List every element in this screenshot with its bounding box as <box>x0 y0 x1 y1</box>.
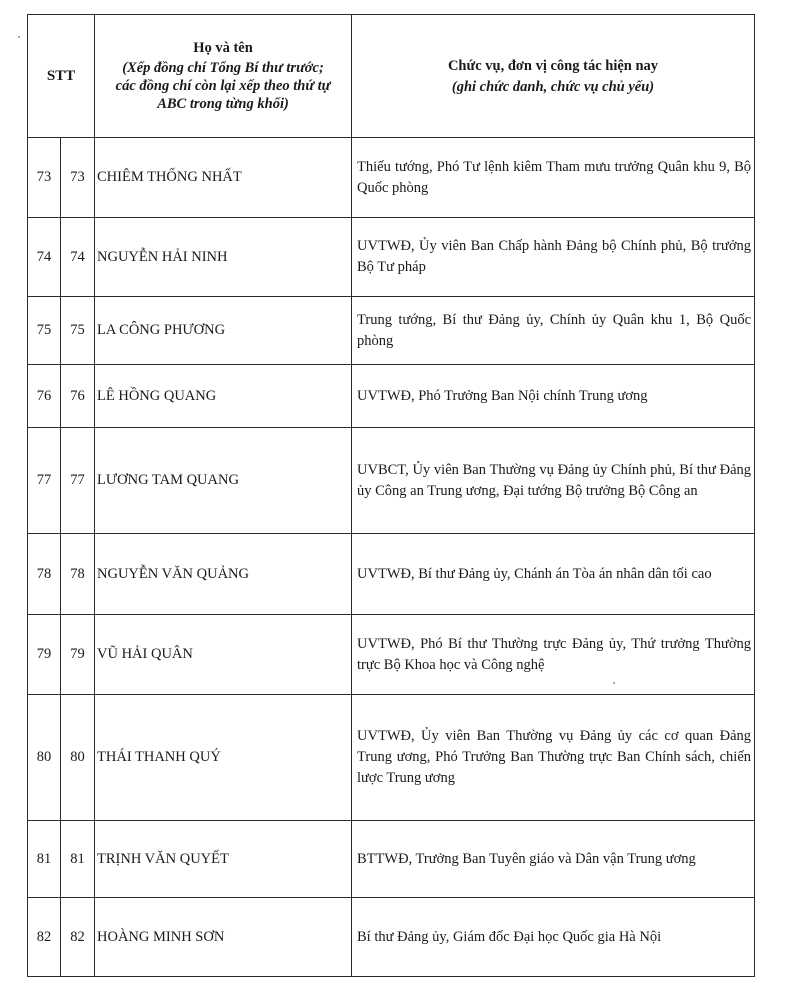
stt-cell: 74 <box>28 218 61 297</box>
table-row <box>28 218 755 297</box>
name-header-note-3: ABC trong từng khối) <box>157 96 289 112</box>
name-header-title: Họ và tên <box>193 40 253 56</box>
position-cell: Trung tướng, Bí thư Đảng ủy, Chính ủy Quân khu 1, Bộ Quốc phòng <box>352 297 755 365</box>
name-cell: CHIÊM THỐNG NHẤT <box>95 138 352 218</box>
stt-cell: 74 <box>61 218 95 297</box>
table-row <box>28 138 755 218</box>
stt-cell: 82 <box>28 898 61 977</box>
stt-cell: 73 <box>28 138 61 218</box>
table-row <box>28 297 755 365</box>
position-cell: UVTWĐ, Ủy viên Ban Chấp hành Đảng bộ Chính phủ, Bộ trưởng Bộ Tư pháp <box>352 218 755 297</box>
table-row <box>28 695 755 821</box>
name-header <box>95 15 352 138</box>
position-cell: BTTWĐ, Trưởng Ban Tuyên giáo và Dân vận Trung ương <box>352 821 755 898</box>
table-row <box>28 821 755 898</box>
table-row <box>28 615 755 695</box>
stt-cell: 77 <box>61 428 95 534</box>
stt-cell: 75 <box>61 297 95 365</box>
table-row <box>28 898 755 977</box>
position-header-title: Chức vụ, đơn vị công tác hiện nay <box>447 57 659 74</box>
name-header-note-1: (Xếp đồng chí Tổng Bí thư trước; <box>122 60 324 76</box>
name-cell: THÁI THANH QUÝ <box>95 695 352 821</box>
stt-cell: 81 <box>61 821 95 898</box>
position-cell: Bí thư Đảng ủy, Giám đốc Đại học Quốc gia Hà Nội <box>352 898 755 977</box>
position-cell: UVTWĐ, Ủy viên Ban Thường vụ Đảng ủy các cơ quan Đảng Trung ương, Phó Trưởng Ban Thường trực Ban Chính sách, chiến lược Trung ương <box>352 695 755 821</box>
stt-header: STT <box>28 15 95 138</box>
position-cell: UVTWĐ, Bí thư Đảng ủy, Chánh án Tòa án nhân dân tối cao <box>352 534 755 615</box>
name-cell: LƯƠNG TAM QUANG <box>95 428 352 534</box>
stt-cell: 79 <box>28 615 61 695</box>
name-cell: NGUYỄN HẢI NINH <box>95 218 352 297</box>
name-cell: LA CÔNG PHƯƠNG <box>95 297 352 365</box>
name-header-note-2: các đồng chí còn lại xếp theo thứ tự <box>115 78 331 94</box>
stt-cell: 78 <box>61 534 95 615</box>
scan-speck <box>18 36 20 38</box>
stt-cell: 78 <box>28 534 61 615</box>
stt-cell: 82 <box>61 898 95 977</box>
position-cell: Thiếu tướng, Phó Tư lệnh kiêm Tham mưu trưởng Quân khu 9, Bộ Quốc phòng <box>352 138 755 218</box>
stt-cell: 80 <box>61 695 95 821</box>
stt-cell: 77 <box>28 428 61 534</box>
stt-cell: 75 <box>28 297 61 365</box>
stt-cell: 76 <box>28 365 61 428</box>
name-cell: VŨ HẢI QUÂN <box>95 615 352 695</box>
stt-cell: 76 <box>61 365 95 428</box>
position-cell: UVTWĐ, Phó Bí thư Thường trực Đảng ủy, Thứ trưởng Thường trực Bộ Khoa học và Công nghệ <box>352 615 755 695</box>
stt-cell: 79 <box>61 615 95 695</box>
position-header-note: (ghi chức danh, chức vụ chủ yếu) <box>451 78 655 95</box>
personnel-table <box>27 14 755 977</box>
stt-cell: 80 <box>28 695 61 821</box>
position-cell: UVBCT, Ủy viên Ban Thường vụ Đảng ủy Chính phủ, Bí thư Đảng ủy Công an Trung ương, Đại tướng Bộ trưởng Bộ Công an <box>352 428 755 534</box>
name-cell: NGUYỄN VĂN QUẢNG <box>95 534 352 615</box>
name-cell: HOÀNG MINH SƠN <box>95 898 352 977</box>
stt-cell: 81 <box>28 821 61 898</box>
stt-cell: 73 <box>61 138 95 218</box>
position-header <box>352 15 755 138</box>
table-header-row <box>28 15 755 138</box>
name-cell: TRỊNH VĂN QUYẾT <box>95 821 352 898</box>
table-row <box>28 428 755 534</box>
name-cell: LÊ HỒNG QUANG <box>95 365 352 428</box>
position-cell: UVTWĐ, Phó Trưởng Ban Nội chính Trung ương <box>352 365 755 428</box>
table-row <box>28 365 755 428</box>
table-row <box>28 534 755 615</box>
